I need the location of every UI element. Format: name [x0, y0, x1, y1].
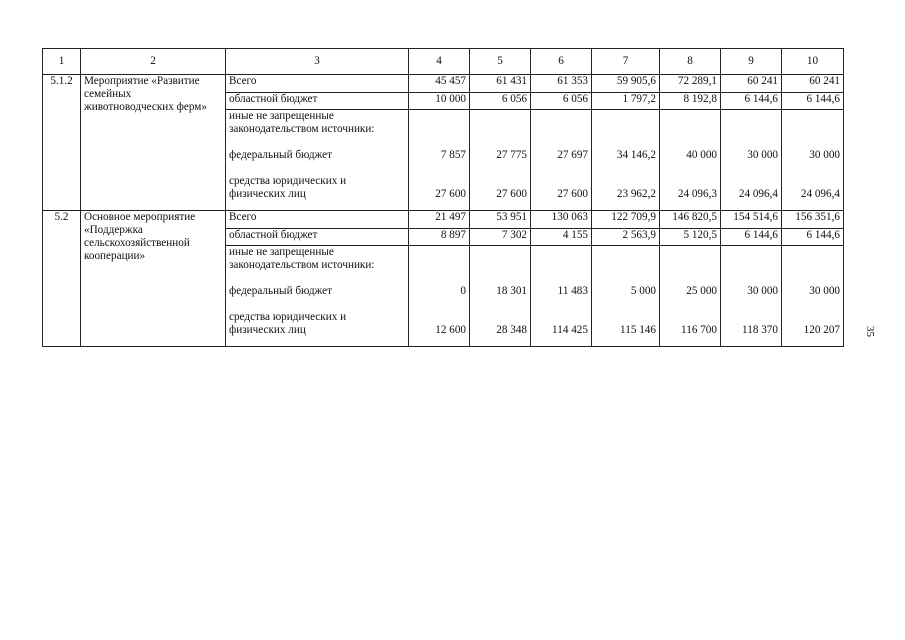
value-cell: 60 241 — [782, 75, 844, 93]
value-cell: 4 155 — [531, 229, 592, 246]
legal-value: 28 348 — [496, 324, 527, 336]
value-cell: 6 144,6 — [782, 229, 844, 246]
legal-value: 23 962,2 — [616, 188, 656, 200]
value-cell — [409, 246, 470, 347]
value-cell: 60 241 — [721, 75, 782, 93]
value-cell: 1 797,2 — [592, 93, 660, 110]
legal-value: 118 370 — [742, 324, 778, 336]
other-heading: иные не запрещенные — [229, 110, 334, 122]
federal-value: 30 000 — [747, 285, 778, 297]
value-cell: 8 897 — [409, 229, 470, 246]
value-cell — [531, 110, 592, 211]
value-cell — [592, 246, 660, 347]
other-heading: законодательством источники: — [229, 123, 375, 135]
funding-source: Всего — [226, 211, 409, 229]
value-cell — [592, 110, 660, 211]
column-header: 5 — [470, 49, 531, 75]
federal-label: федеральный бюджет — [229, 149, 332, 161]
federal-value: 27 697 — [557, 149, 588, 161]
value-cell: 5 120,5 — [660, 229, 721, 246]
value-cell: 45 457 — [409, 75, 470, 93]
federal-value: 7 857 — [440, 149, 466, 161]
legal-value: 115 146 — [620, 324, 656, 336]
value-cell: 146 820,5 — [660, 211, 721, 229]
value-cell: 59 905,6 — [592, 75, 660, 93]
value-cell — [409, 110, 470, 211]
federal-value: 30 000 — [809, 149, 840, 161]
column-header: 3 — [226, 49, 409, 75]
value-cell: 53 951 — [470, 211, 531, 229]
column-header: 10 — [782, 49, 844, 75]
value-cell: 156 351,6 — [782, 211, 844, 229]
value-cell: 6 056 — [470, 93, 531, 110]
table-row — [43, 211, 844, 229]
federal-value: 40 000 — [686, 149, 717, 161]
legal-value: 120 207 — [803, 324, 840, 336]
federal-label: федеральный бюджет — [229, 285, 332, 297]
funding-source: областной бюджет — [226, 229, 409, 246]
value-cell: 72 289,1 — [660, 75, 721, 93]
legal-value: 24 096,4 — [738, 188, 778, 200]
value-cell — [470, 110, 531, 211]
federal-value: 18 301 — [496, 285, 527, 297]
item-code: 5.1.2 — [43, 75, 81, 211]
value-cell: 61 353 — [531, 75, 592, 93]
legal-value: 24 096,3 — [677, 188, 717, 200]
value-cell — [721, 246, 782, 347]
funding-source: Всего — [226, 75, 409, 93]
legal-value: 27 600 — [557, 188, 588, 200]
item-name: Основное мероприятие «Поддержка сельскохозяйственной кооперации» — [81, 211, 226, 347]
value-cell: 6 144,6 — [721, 229, 782, 246]
column-header: 6 — [531, 49, 592, 75]
value-cell: 154 514,6 — [721, 211, 782, 229]
legal-label: средства юридических и — [229, 175, 347, 187]
table-row — [43, 75, 844, 93]
value-cell — [660, 110, 721, 211]
federal-value: 30 000 — [809, 285, 840, 297]
other-heading: законодательством источники: — [229, 259, 375, 271]
legal-label: средства юридических и — [229, 311, 347, 323]
value-cell: 2 563,9 — [592, 229, 660, 246]
column-header: 4 — [409, 49, 470, 75]
value-cell — [782, 246, 844, 347]
header-row — [43, 49, 844, 75]
value-cell — [470, 246, 531, 347]
legal-value: 12 600 — [435, 324, 466, 336]
column-header: 7 — [592, 49, 660, 75]
federal-value: 11 483 — [557, 285, 588, 297]
value-cell: 6 144,6 — [721, 93, 782, 110]
legal-value: 116 700 — [681, 324, 717, 336]
value-cell: 61 431 — [470, 75, 531, 93]
value-cell — [660, 246, 721, 347]
page-number: 35 — [864, 326, 876, 337]
item-name: Мероприятие «Развитие семейных животноводческих ферм» — [81, 75, 226, 211]
legal-value: 27 600 — [435, 188, 466, 200]
funding-source: областной бюджет — [226, 93, 409, 110]
value-cell: 6 144,6 — [782, 93, 844, 110]
federal-value: 30 000 — [747, 149, 778, 161]
legal-value: 27 600 — [496, 188, 527, 200]
value-cell: 7 302 — [470, 229, 531, 246]
legal-value: 114 425 — [552, 324, 588, 336]
federal-value: 25 000 — [686, 285, 717, 297]
column-header: 1 — [43, 49, 81, 75]
value-cell: 130 063 — [531, 211, 592, 229]
legal-label: физических лиц — [229, 188, 306, 200]
federal-value: 27 775 — [496, 149, 527, 161]
federal-value: 34 146,2 — [616, 149, 656, 161]
value-cell: 8 192,8 — [660, 93, 721, 110]
value-cell: 10 000 — [409, 93, 470, 110]
other-sources — [226, 246, 409, 347]
column-header: 2 — [81, 49, 226, 75]
federal-value: 0 — [460, 285, 466, 297]
column-header: 9 — [721, 49, 782, 75]
value-cell: 122 709,9 — [592, 211, 660, 229]
value-cell — [782, 110, 844, 211]
budget-table — [42, 48, 844, 347]
legal-label: физических лиц — [229, 324, 306, 336]
legal-value: 24 096,4 — [800, 188, 840, 200]
value-cell: 21 497 — [409, 211, 470, 229]
column-header: 8 — [660, 49, 721, 75]
value-cell — [531, 246, 592, 347]
federal-value: 5 000 — [630, 285, 656, 297]
other-heading: иные не запрещенные — [229, 246, 334, 258]
other-sources — [226, 110, 409, 211]
item-code: 5.2 — [43, 211, 81, 347]
value-cell — [721, 110, 782, 211]
value-cell: 6 056 — [531, 93, 592, 110]
